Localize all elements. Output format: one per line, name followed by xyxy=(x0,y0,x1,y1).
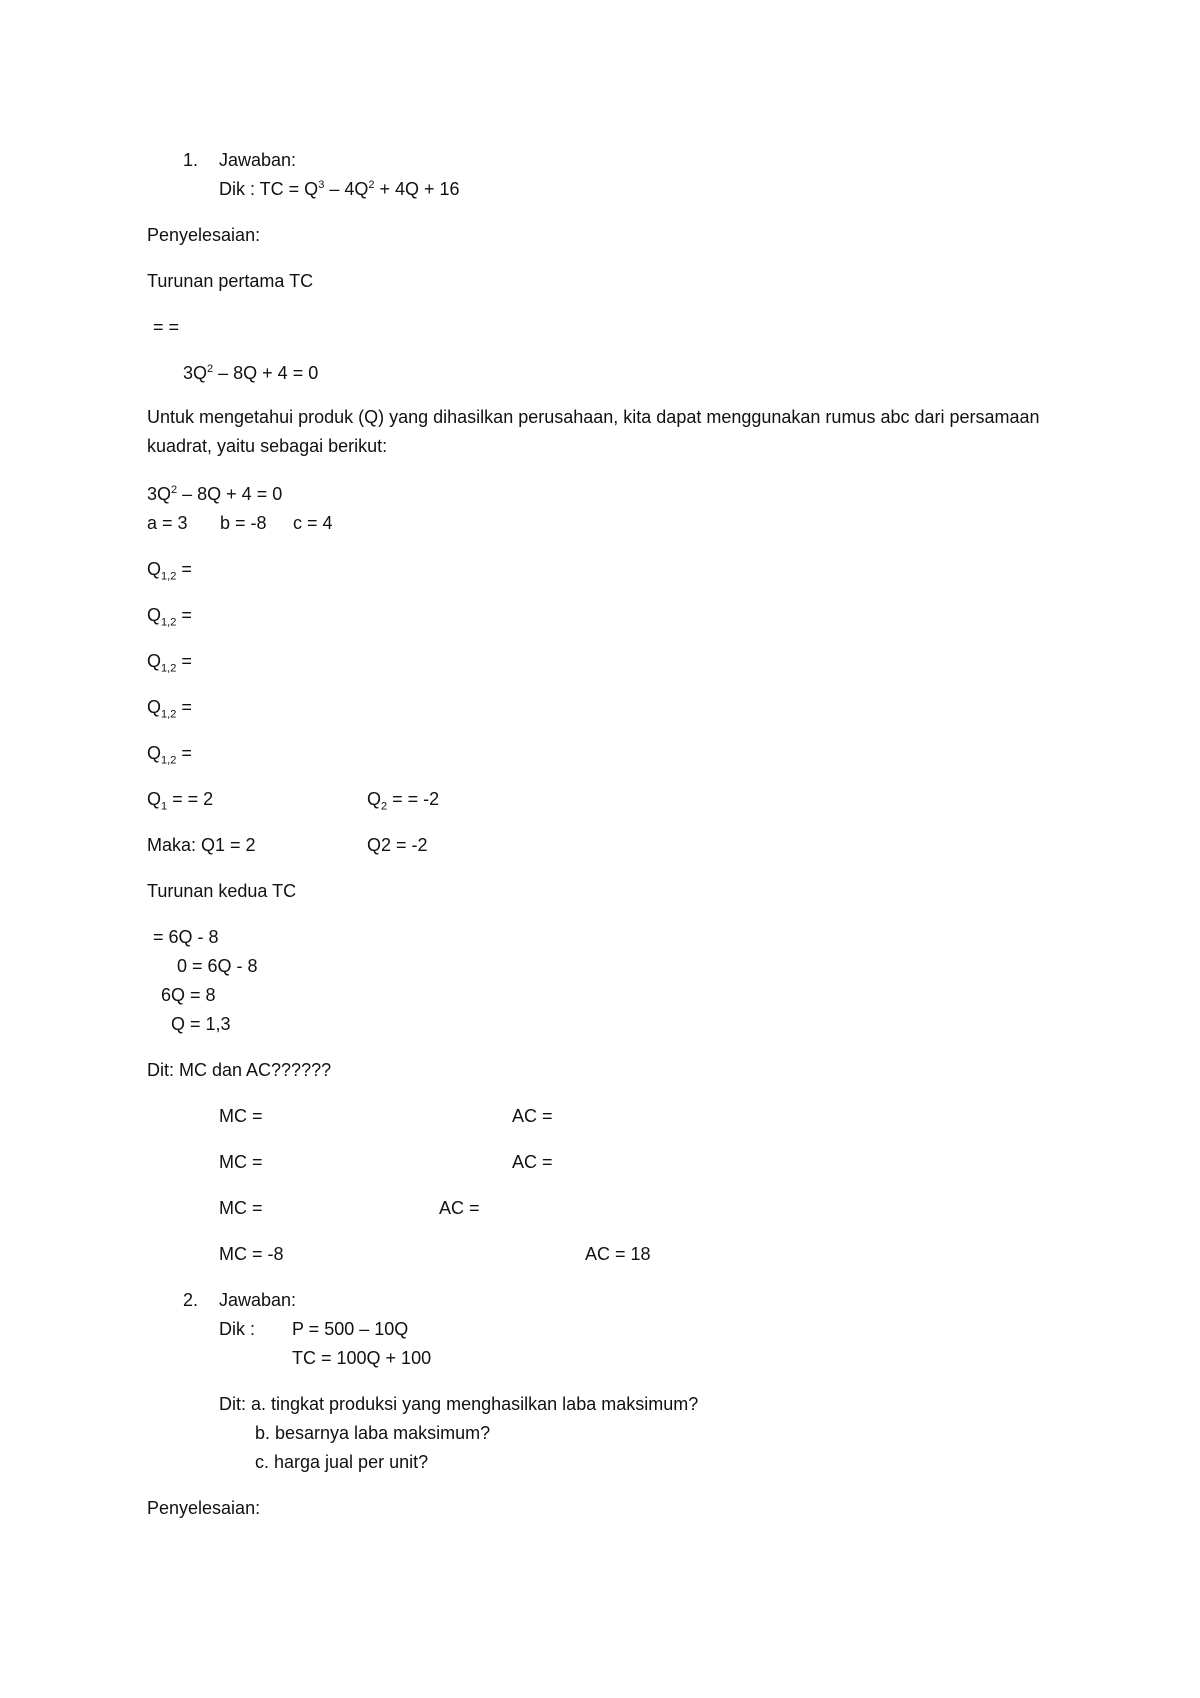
q1-given-exp2: 2 xyxy=(368,179,375,191)
q1-second-derivative-line-2: 0 = 6Q - 8 xyxy=(177,956,258,976)
q12-base: Q xyxy=(147,605,162,625)
q1-coef-a: a = 3 xyxy=(147,513,188,533)
q12-eq: = xyxy=(176,651,192,671)
q1-asked: Dit: MC dan AC?????? xyxy=(147,1060,332,1080)
q1-conclusion-q1: Maka: Q1 = 2 xyxy=(147,835,256,855)
q1-abc-step-3 xyxy=(147,651,192,675)
q1-solution-heading: Penyelesaian: xyxy=(147,225,261,245)
q1-second-derivative-line-4: Q = 1,3 xyxy=(171,1014,231,1034)
q2-solution-heading: Penyelesaian: xyxy=(147,1498,261,1518)
q1-quadratic-eq-2 xyxy=(147,485,282,503)
q1-mc-step-1: MC = xyxy=(219,1106,263,1126)
q1-number: 1. xyxy=(183,150,199,170)
q1-heading: Jawaban: xyxy=(219,150,297,170)
q1-first-derivative-label: Turunan pertama TC xyxy=(147,271,314,291)
q1-ac-result: AC = 18 xyxy=(585,1244,651,1264)
q12-base: Q xyxy=(147,651,162,671)
q1-abc-step-5 xyxy=(147,743,192,767)
q1-coef-b: b = -8 xyxy=(220,513,267,533)
q1-root2-sub: 2 xyxy=(381,800,388,813)
q2-number: 2. xyxy=(183,1290,199,1310)
q12-eq: = xyxy=(176,605,192,625)
q2-asked-b: b. besarnya laba maksimum? xyxy=(255,1423,491,1443)
q1-given-text-end: + 4Q + 16 xyxy=(374,179,460,199)
q1-ac-step-1: AC = xyxy=(512,1106,553,1126)
q1-quadratic2-rest: – 8Q + 4 = 0 xyxy=(177,484,283,504)
q2-asked-c: c. harga jual per unit? xyxy=(255,1452,429,1472)
q1-quadratic-rest: – 8Q + 4 = 0 xyxy=(213,363,319,383)
q1-given-tc xyxy=(219,180,460,198)
q1-abc-step-1 xyxy=(147,559,192,583)
q1-conclusion-q2: Q2 = -2 xyxy=(367,835,428,855)
q1-given-exp1: 3 xyxy=(318,179,325,191)
q1-quadratic-exp: 2 xyxy=(207,363,214,375)
q12-sub: 1,2 xyxy=(161,616,177,629)
q1-mc-result: MC = -8 xyxy=(219,1244,284,1264)
q12-sub: 1,2 xyxy=(161,570,177,583)
q1-root1-sub: 1 xyxy=(161,800,168,813)
q2-heading: Jawaban: xyxy=(219,1290,297,1310)
q12-base: Q xyxy=(147,743,162,763)
q12-sub: 1,2 xyxy=(161,754,177,767)
q2-given-price: P = 500 – 10Q xyxy=(292,1319,409,1339)
q1-given-text-mid: – 4Q xyxy=(324,179,369,199)
q1-root1-base: Q xyxy=(147,789,162,809)
q1-root-1 xyxy=(147,789,214,813)
q1-root2-value: = = -2 xyxy=(387,789,440,809)
q12-base: Q xyxy=(147,697,162,717)
q2-asked-a: Dit: a. tingkat produksi yang menghasilkan laba maksimum? xyxy=(219,1394,699,1414)
q2-given-label: Dik : xyxy=(219,1319,255,1339)
q12-eq: = xyxy=(176,559,192,579)
q1-root-2 xyxy=(367,789,440,813)
q1-root1-value: = = 2 xyxy=(167,789,214,809)
q12-sub: 1,2 xyxy=(161,662,177,675)
q1-quadratic-a: 3Q xyxy=(183,363,208,383)
q1-ac-step-3: AC = xyxy=(439,1198,480,1218)
q1-mc-step-2: MC = xyxy=(219,1152,263,1172)
q1-second-derivative-line-1: = 6Q - 8 xyxy=(153,927,219,947)
q12-eq: = xyxy=(176,697,192,717)
q1-abc-step-4 xyxy=(147,697,192,721)
q1-ac-step-2: AC = xyxy=(512,1152,553,1172)
q1-second-derivative-label: Turunan kedua TC xyxy=(147,881,297,901)
q1-given-text: Dik : TC = Q xyxy=(219,179,319,199)
q1-equals-line: = = xyxy=(153,317,180,337)
q1-quadratic2-exp: 2 xyxy=(171,484,178,496)
q1-second-derivative-line-3: 6Q = 8 xyxy=(161,985,216,1005)
q12-eq: = xyxy=(176,743,192,763)
q1-root2-base: Q xyxy=(367,789,382,809)
q1-abc-step-2 xyxy=(147,605,192,629)
q1-coef-c: c = 4 xyxy=(293,513,333,533)
q2-given-tc: TC = 100Q + 100 xyxy=(292,1348,432,1368)
q1-quadratic2-a: 3Q xyxy=(147,484,172,504)
q12-sub: 1,2 xyxy=(161,708,177,721)
q12-base: Q xyxy=(147,559,162,579)
q1-quadratic-eq xyxy=(183,364,318,382)
q1-intro-paragraph: Untuk mengetahui produk (Q) yang dihasilkan perusahaan, kita dapat menggunakan rumus abc dari persamaan kuadrat, yaitu sebagai berikut: xyxy=(147,407,1040,456)
q1-mc-step-3: MC = xyxy=(219,1198,263,1218)
